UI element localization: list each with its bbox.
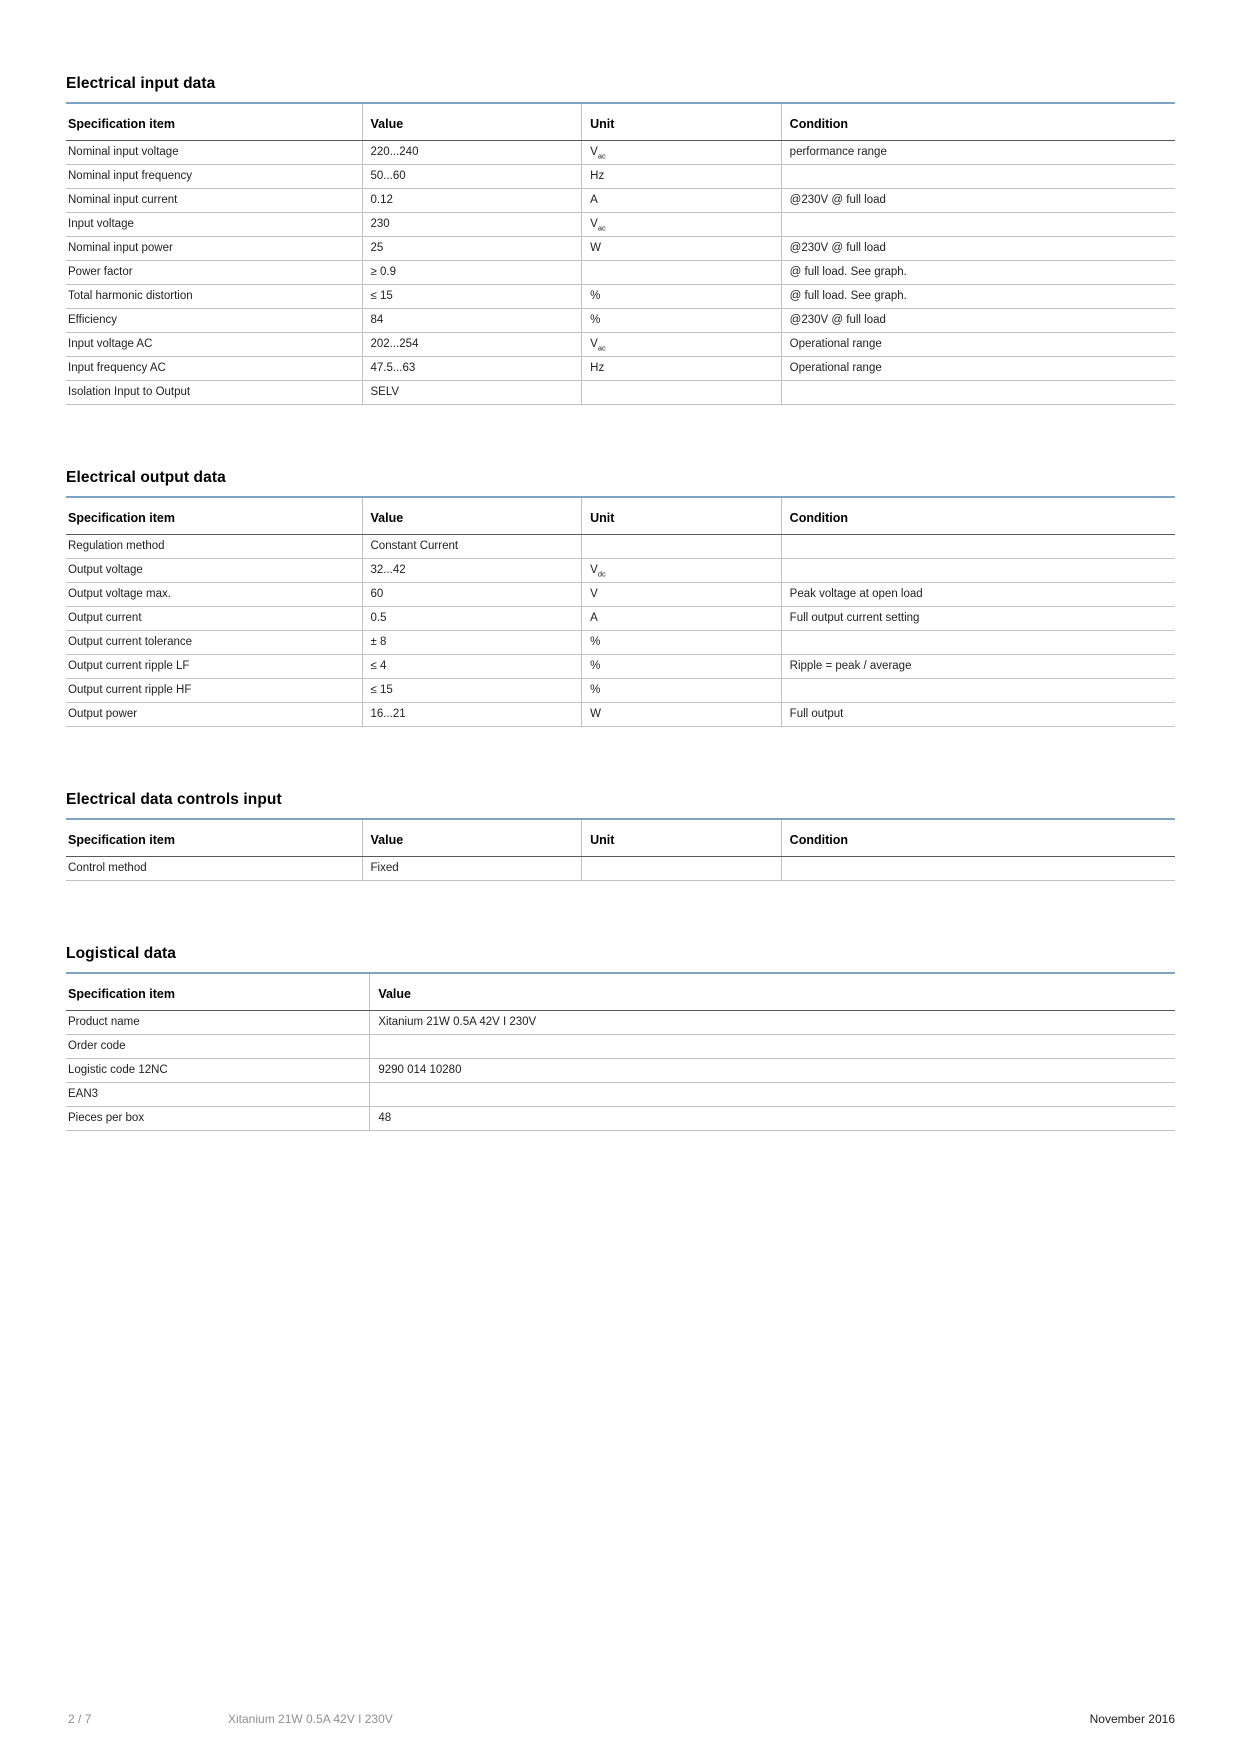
column-header: Unit [582, 104, 782, 141]
column-header: Specification item [66, 104, 362, 141]
cell-item: Order code [66, 1035, 370, 1059]
unit-subscript: ac [597, 223, 606, 233]
cell-item: Output current ripple LF [66, 655, 362, 679]
column-header: Specification item [66, 974, 370, 1011]
cell-item: Product name [66, 1011, 370, 1035]
cell-condition [781, 631, 1175, 655]
cell-value: 9290 014 10280 [370, 1059, 1175, 1083]
cell-value: 202...254 [362, 333, 582, 357]
cell-value [370, 1035, 1175, 1059]
cell-item: Pieces per box [66, 1107, 370, 1131]
cell-condition: Full output current setting [781, 607, 1175, 631]
spec-table-logistical [66, 974, 1175, 1131]
cell-unit: % [582, 679, 782, 703]
cell-condition [781, 381, 1175, 405]
table-row [66, 189, 1175, 213]
cell-value: 60 [362, 583, 582, 607]
table-row [66, 141, 1175, 165]
table-row [66, 703, 1175, 727]
column-header: Value [362, 820, 582, 857]
page-number: 2 / 7 [68, 1712, 92, 1726]
cell-value: 84 [362, 309, 582, 333]
cell-unit: % [582, 309, 782, 333]
cell-value: ≤ 15 [362, 285, 582, 309]
cell-condition: Operational range [781, 333, 1175, 357]
section-electrical-input [66, 75, 1175, 405]
cell-condition: Full output [781, 703, 1175, 727]
cell-condition: @ full load. See graph. [781, 261, 1175, 285]
cell-item: Input frequency AC [66, 357, 362, 381]
column-header: Condition [781, 498, 1175, 535]
column-header: Condition [781, 104, 1175, 141]
cell-unit: A [582, 189, 782, 213]
table-row [66, 237, 1175, 261]
cell-value: ≤ 4 [362, 655, 582, 679]
cell-condition [781, 559, 1175, 583]
cell-unit: W [582, 703, 782, 727]
cell-item: Nominal input power [66, 237, 362, 261]
cell-item: Logistic code 12NC [66, 1059, 370, 1083]
table-row [66, 1011, 1175, 1035]
cell-unit: V [582, 583, 782, 607]
cell-unit: W [582, 237, 782, 261]
column-header: Unit [582, 820, 782, 857]
column-header: Specification item [66, 820, 362, 857]
table-row [66, 535, 1175, 559]
table-row [66, 631, 1175, 655]
cell-value: 0.12 [362, 189, 582, 213]
section-title: Logistical data [66, 945, 177, 962]
cell-item: Input voltage [66, 213, 362, 237]
table-row [66, 357, 1175, 381]
cell-value: 50...60 [362, 165, 582, 189]
table-row [66, 679, 1175, 703]
cell-condition: @ full load. See graph. [781, 285, 1175, 309]
cell-unit: Hz [582, 357, 782, 381]
column-header: Condition [781, 820, 1175, 857]
cell-unit: A [582, 607, 782, 631]
cell-item: Regulation method [66, 535, 362, 559]
cell-condition: @230V @ full load [781, 237, 1175, 261]
cell-item: Efficiency [66, 309, 362, 333]
header-row [66, 104, 1175, 141]
table-row [66, 165, 1175, 189]
cell-value: Xitanium 21W 0.5A 42V I 230V [370, 1011, 1175, 1035]
cell-item: Output current [66, 607, 362, 631]
cell-item: Control method [66, 857, 362, 881]
header-row [66, 498, 1175, 535]
section-title: Electrical output data [66, 469, 226, 486]
cell-unit: $V_{ac}$ [582, 141, 782, 165]
unit-subscript: ac [597, 151, 606, 161]
cell-item: Output current ripple HF [66, 679, 362, 703]
table-row [66, 1083, 1175, 1107]
cell-value: 25 [362, 237, 582, 261]
cell-unit: $V_{ac}$ [582, 213, 782, 237]
column-header: Value [370, 974, 1175, 1011]
cell-value: ≥ 0.9 [362, 261, 582, 285]
table-row [66, 583, 1175, 607]
column-header: Specification item [66, 498, 362, 535]
cell-unit: % [582, 655, 782, 679]
section-title: Electrical data controls input [66, 791, 282, 808]
cell-condition: Ripple = peak / average [781, 655, 1175, 679]
table-row [66, 1035, 1175, 1059]
cell-value: 48 [370, 1107, 1175, 1131]
cell-condition: @230V @ full load [781, 189, 1175, 213]
footer-product-name: Xitanium 21W 0.5A 42V I 230V [228, 1712, 393, 1726]
cell-item: EAN3 [66, 1083, 370, 1107]
header-row [66, 974, 1175, 1011]
table-row [66, 261, 1175, 285]
cell-condition: @230V @ full load [781, 309, 1175, 333]
cell-unit: Hz [582, 165, 782, 189]
table-row [66, 655, 1175, 679]
cell-unit [582, 261, 782, 285]
cell-item: Output current tolerance [66, 631, 362, 655]
section-controls-input [66, 791, 1175, 881]
cell-item: Output power [66, 703, 362, 727]
cell-item: Total harmonic distortion [66, 285, 362, 309]
cell-condition: Operational range [781, 357, 1175, 381]
table-row [66, 1107, 1175, 1131]
cell-condition [781, 857, 1175, 881]
cell-value: 16...21 [362, 703, 582, 727]
spec-table-electrical-input [66, 104, 1175, 405]
cell-value: 0.5 [362, 607, 582, 631]
cell-item: Output voltage [66, 559, 362, 583]
column-header: Value [362, 498, 582, 535]
section-logistical [66, 945, 1175, 1131]
table-row [66, 857, 1175, 881]
cell-item: Input voltage AC [66, 333, 362, 357]
table-row [66, 333, 1175, 357]
cell-value: ± 8 [362, 631, 582, 655]
cell-item: Output voltage max. [66, 583, 362, 607]
table-row [66, 381, 1175, 405]
cell-condition: Peak voltage at open load [781, 583, 1175, 607]
cell-unit: % [582, 631, 782, 655]
cell-value [370, 1083, 1175, 1107]
footer-date: November 2016 [1089, 1712, 1175, 1726]
section-electrical-output [66, 469, 1175, 727]
cell-value: Constant Current [362, 535, 582, 559]
header-row [66, 820, 1175, 857]
table-row [66, 285, 1175, 309]
cell-item: Nominal input current [66, 189, 362, 213]
cell-item: Nominal input voltage [66, 141, 362, 165]
unit-subscript: dc [597, 569, 606, 579]
cell-value: ≤ 15 [362, 679, 582, 703]
spec-table-electrical-output [66, 498, 1175, 727]
cell-unit [582, 857, 782, 881]
cell-value: 32...42 [362, 559, 582, 583]
cell-value: Fixed [362, 857, 582, 881]
cell-condition [781, 679, 1175, 703]
cell-item: Power factor [66, 261, 362, 285]
column-header: Value [362, 104, 582, 141]
page-content [66, 75, 1175, 1131]
cell-value: 220...240 [362, 141, 582, 165]
cell-item: Isolation Input to Output [66, 381, 362, 405]
unit-subscript: ac [597, 343, 606, 353]
cell-value: 230 [362, 213, 582, 237]
cell-unit [582, 535, 782, 559]
table-row [66, 309, 1175, 333]
cell-unit: % [582, 285, 782, 309]
cell-unit [582, 381, 782, 405]
table-row [66, 213, 1175, 237]
cell-value: SELV [362, 381, 582, 405]
cell-unit: $V_{ac}$ [582, 333, 782, 357]
table-row [66, 1059, 1175, 1083]
cell-value: 47.5...63 [362, 357, 582, 381]
cell-condition [781, 213, 1175, 237]
table-row [66, 607, 1175, 631]
spec-table-controls-input [66, 820, 1175, 881]
cell-unit: $V_{dc}$ [582, 559, 782, 583]
column-header: Unit [582, 498, 782, 535]
cell-item: Nominal input frequency [66, 165, 362, 189]
section-title: Electrical input data [66, 75, 216, 92]
cell-condition: performance range [781, 141, 1175, 165]
table-row [66, 559, 1175, 583]
cell-condition [781, 535, 1175, 559]
cell-condition [781, 165, 1175, 189]
